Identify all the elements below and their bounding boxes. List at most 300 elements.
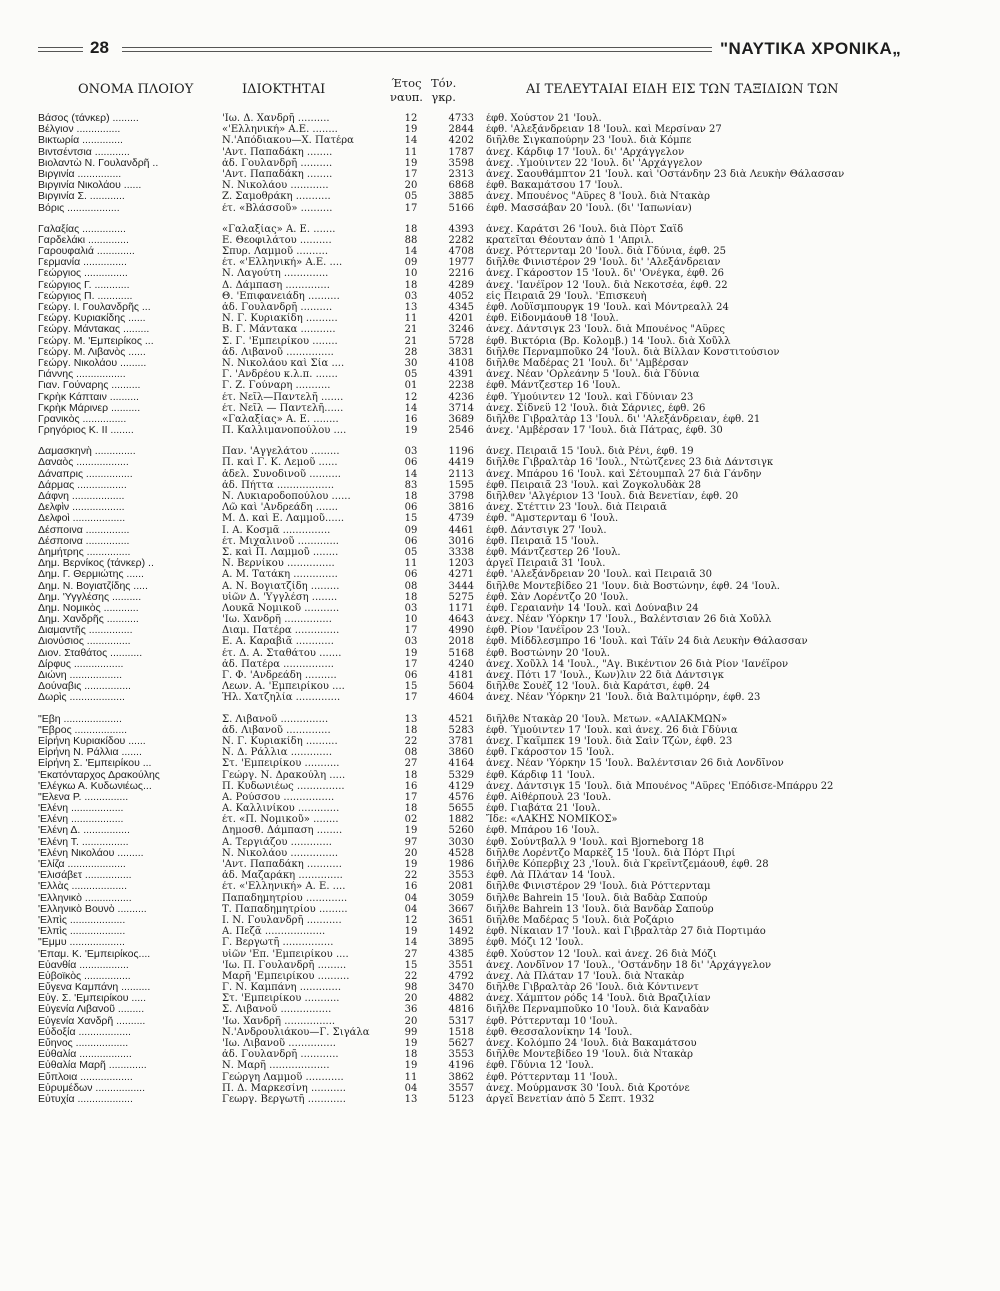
year-built: 15 [404,513,418,525]
table-row [38,191,978,202]
latest-news: έφθ. Κάρδιφ 11 'Ιουλ. [486,769,596,781]
owner: Γεώργ. Ν. Δρακούλη ..... [222,769,346,781]
owner: ἀδ. Πατέρα ................ [222,658,334,670]
year-built: 15 [404,959,418,971]
tonnage: 3551 [448,959,474,971]
owner: Ν.'Ανδρουλιάκου—Γ. Σιγάλα [222,1026,370,1038]
ship-name: Γεώργιος Π. ............ [38,290,133,302]
year-built: 16 [404,413,418,425]
ship-name: Δέσποινα ............... [38,524,130,536]
year-built: 17 [404,791,418,803]
ship-name: Γεώργ. Νικολάου ......... [38,357,147,369]
year-built: 88 [404,234,418,246]
table-row [38,147,978,158]
year-built: 20 [404,847,418,859]
ship-name: Γαρουφαλιά ............. [38,246,135,258]
year-built: 27 [404,758,418,770]
tonnage: 1595 [448,479,474,491]
year-built: 03 [404,636,418,648]
year-built: 20 [404,993,418,1005]
table-row [38,392,978,403]
table-row [38,581,978,592]
year-built: 18 [404,769,418,781]
year-built: 14 [404,135,418,147]
year-built: 18 [404,1049,418,1061]
latest-news: ἀνεχ. Σαουθάμπτον 21 'Ιουλ. καὶ 'Οστάνδην 23 διὰ Λευκὴν Θάλασσαν [486,168,845,180]
year-built: 83 [404,479,418,491]
year-built: 08 [404,747,418,759]
ship-name: Εὐγενία Λιβανοῦ ......... [38,1004,145,1016]
ship-name: Εὔγενα Καμπάνη .......... [38,982,151,994]
owner: Γ. Βεργωτῆ ................ [222,937,334,949]
tonnage: 5275 [448,591,474,603]
ship-name: 'Ελένη .................. [38,814,124,826]
ship-name: Δημ. Γ. Θερμιώτης ...... [38,569,144,581]
latest-news: διῆλθε Ντακὰρ 20 'Ιουλ. Μετων. «ΑΛΙΑΚΜΩΝ» [486,713,728,725]
ship-name: Δάρμας ................. [38,479,127,491]
table-row [38,403,978,414]
table-row [38,960,978,971]
tonnage: 1196 [448,446,474,458]
year-built: 14 [404,937,418,949]
ship-name: Δίρφυς ................. [38,658,124,670]
latest-news: έφθ. Σούντβαλλ 9 'Ιουλ. καὶ Bjorneborg 18 [486,836,704,848]
latest-news: έφθ. Γεραιανὴν 14 'Ιουλ. καὶ Δούναβιν 24 [486,602,699,614]
table-row [38,1060,978,1071]
table-row [38,1027,978,1038]
ship-name: Γεώργ. Ι. Γουλανδρῆς ... [38,302,151,313]
ship-name: Γερμανία ............... [38,257,127,269]
owner: 'Αντ. Παπαδάκη ........ [222,146,333,158]
latest-news: έφθ. 'Αλεξάνδρειαν 18 'Ιουλ. καὶ Μερσίναν 27 [486,124,722,136]
year-built: 11 [404,313,418,325]
year-built: 06 [404,457,418,469]
table-row [38,113,978,124]
latest-news: κρατεῖται Θέουταν ἀπὸ 1 'Απριλ. [486,234,654,246]
owner: Α. Μ. Τατάκη .............. [222,569,338,581]
owner: έτ. «Βλάσσοῦ» .......... [222,202,333,214]
latest-news: διῆλθε Φινιστέρον 29 'Ιουλ. δι' 'Αλεξάνδρειαν [486,257,721,269]
table-row [38,993,978,1004]
tonnage: 4196 [448,1060,474,1072]
table-row [38,547,978,558]
latest-news: έφθ. Λὰ Πλάταν 14 'Ιουλ. [486,870,616,882]
header-ship-name: ΟΝΟΜΑ ΠΛΟΙΟΥ [78,82,194,97]
tonnage: 5260 [448,825,474,837]
table-row [38,893,978,904]
owner: έτ. Δ. Α. Σταθάτου ....... [222,647,342,659]
year-built: 06 [404,535,418,547]
owner: Δημοσθ. Δάμπαση ........ [222,825,343,837]
owner: Λεων. Α. 'Εμπειρίκου .... [222,681,345,693]
year-built: 13 [404,713,418,725]
tonnage: 1787 [448,146,474,158]
ship-name: Εὐρυμέδων ................. [38,1082,145,1094]
tonnage: 3895 [448,937,474,949]
year-built: 15 [404,681,418,693]
table-row [38,1049,978,1060]
ship-name: Βιολαντὼ Ν. Γουλανδρῆ .. [38,157,159,169]
tonnage: 3667 [448,903,474,915]
tonnage: 3338 [448,546,474,558]
latest-news: ἀνεχ. Πότι 17 'Ιουλ., Κων)λιν 22 διὰ Δάντσιγκ [486,670,724,681]
year-built: 05 [404,191,418,203]
owner: ἀδ. Λιβανοῦ .............. [222,724,331,736]
table-row [38,937,978,948]
owner: Σπυρ. Λαμμοῦ .......... [222,246,328,258]
latest-news: διῆλθε Bahrein 13 'Ιουλ. διὰ Βανδὰρ Σαπούρ [486,903,714,915]
ship-name: Βέλγιον ............... [38,124,121,136]
tonnage: 5329 [448,769,474,781]
table-row [38,313,978,324]
tonnage: 1203 [448,558,474,570]
ship-name: 'Ελλὰς ................... [38,881,127,893]
year-built: 06 [404,670,418,681]
latest-news: έφθ. Ύμούιντεν 12 'Ιουλ. καὶ Γδύνιαν 23 [486,391,694,403]
owner: ἀδελ. Συνοδινοῦ .......... [222,468,341,480]
table-row [38,747,978,758]
tonnage: 4739 [448,513,474,525]
ship-name: 'Ελληνικὸ Βουνὸ .......... [38,903,147,915]
table-row [38,692,978,703]
tonnage: 5655 [448,803,474,815]
table-row [38,758,978,769]
page-number: 28 [90,38,109,57]
owner: Α. Ρούσσου ................ [222,791,335,803]
ship-name: Γιαν. Γούναρης .......... [38,380,141,392]
table-row [38,781,978,792]
ship-name: Δημ. Χανδρῆς ........... [38,614,139,626]
ship-name: Διον. Σταθάτος ........... [38,647,143,659]
ship-name: "Εβη .................... [38,713,122,725]
table-row [38,268,978,279]
tonnage: 5166 [448,202,474,214]
owner: Ν. Λαγούτη .............. [222,268,329,280]
latest-news: διῆλθε Λορέντζο Μαρκὲζ 15 'Ιουλ. διὰ Πόρτ Πιρί [486,847,736,859]
owner: ἀδ. Λιβανοῦ ............... [222,346,334,358]
tonnage: 5168 [448,647,474,659]
table-row [38,881,978,892]
owner: 'Ιω. Δ. Χανδρῆ .......... [222,113,330,124]
table-row [38,803,978,814]
latest-news: ἀνεχ. Λονδῖνον 17 'Ιουλ., 'Οστάνδην 18 δι' 'Αρχάγγελον [486,959,772,971]
tonnage: 4816 [448,1004,474,1016]
owner: ἀδ. Πήττα .................. [222,479,335,491]
ship-name: "Εβρος .................. [38,724,128,736]
table-row [38,625,978,636]
tonnage: 3816 [448,502,474,514]
latest-news: διῆλθε Γιβραλτὰρ 16 'Ιουλ., Ντὼτζενες 23 διὰ Δάντσιγκ [486,457,774,469]
tonnage: 1492 [448,926,474,938]
ship-name: 'Εκατόνταρχος Δρακούλης [38,769,160,781]
year-built: 04 [404,892,418,904]
table-row [38,659,978,670]
tonnage: 4385 [448,948,474,960]
year-built: 04 [404,903,418,915]
latest-news: ἀνεχ. Μπουένος "Αϋρες 8 'Ιουλ. διὰ Ντακὰρ [486,191,710,203]
latest-news: έφθ. Ρόττερνταμ 10 'Ιουλ. [486,1015,618,1027]
latest-news: ἀνεχ. Νέαν 'Ορλεάνην 5 'Ιουλ. διὰ Γδύνια [486,369,700,381]
table-row [38,1094,978,1105]
latest-news: έφθ. Πειραιᾶ 23 'Ιουλ. καὶ Ζογκολυδὰκ 28 [486,479,701,491]
table-row [38,792,978,803]
tonnage: 6868 [448,180,474,192]
owner: Π. Δ. Μαρκεσίνη ........... [222,1082,346,1094]
table-row [38,502,978,513]
ship-name: 'Ελένη Νικολάου ......... [38,847,144,859]
table-row [38,1038,978,1049]
owner: Α. Πεζᾶ ................... [222,926,326,938]
tonnage: 5728 [448,335,474,347]
header-rule-middle [122,47,712,52]
ship-name: Εὐδοξία .................. [38,1026,131,1038]
ship-name: Δημ. Νομικὸς ............ [38,602,139,614]
latest-news: ἀνεχ. Νέαν 'Υόρκην 15 'Ιουλ. Βαλέντσιαν 26 διὰ Λονδῖνον [486,758,784,770]
magazine-title: "ΝΑΥΤΙΚΑ ΧΡΟΝΙΚΑ„ [720,39,902,58]
table-row [38,302,978,313]
ship-name: Εὐθαλία .................. [38,1049,132,1061]
ship-name: Εἰρήνη Σ. 'Εμπειρίκου ... [38,758,152,770]
owner: Τ. Παπαδημητρίου ......... [222,903,348,915]
year-built: 19 [404,425,418,437]
owner: υἱῶν Δ. 'Υγγλέση ........ [222,591,338,603]
table-row [38,235,978,246]
year-built: 97 [404,836,418,848]
year-built: 17 [404,658,418,670]
year-built: 10 [404,268,418,280]
table-row [38,347,978,358]
year-built: 19 [404,825,418,837]
owner: Ν. Λυκιαροδοπούλου ...... [222,491,351,502]
ship-name: Γρανικὸς ............... [38,413,127,425]
year-built: 22 [404,970,418,982]
ship-name: Βιργινία ............... [38,168,122,180]
owner: Σ. Γ. 'Εμπειρίκου ........ [222,335,338,347]
owner: Ι. Α. Κοσμᾶ ............... [222,524,331,536]
table-row [38,736,978,747]
tonnage: 4461 [448,524,474,536]
owner: Γ. Φ. 'Ανδρεάδη .......... [222,670,337,681]
ship-name: Γεώργιος Γ. ............ [38,279,130,291]
tonnage: 4240 [448,658,474,670]
year-built: 36 [404,1004,418,1016]
latest-news: Ἴδε: «ΛΑΚΗΣ ΝΟΜΙΚΟΣ» [486,814,618,826]
year-built: 16 [404,881,418,893]
year-built: 20 [404,180,418,192]
tonnage: 3030 [448,836,474,848]
owner: Γ. Ν. Καμπάνη ............. [222,982,342,994]
ship-name: Εἰρήνη Ν. Ράλλια ....... [38,747,142,759]
owner: έτ. Νεῖλ—Παντελῆ ....... [222,391,344,403]
tonnage: 5283 [448,724,474,736]
ship-name: Βιργινία Σ. ............ [38,191,125,203]
latest-news: ἀνεχ. 'Ιανέϊρον 12 'Ιουλ. διὰ Νεκοτσέα, έφθ. 22 [486,279,728,291]
latest-news: διῆλθε Γιβραλτὰρ 26 'Ιουλ. διὰ Κόντινεντ [486,982,699,994]
ship-name: Εὔπλοια .................. [38,1071,133,1083]
latest-news: έφθ. Εἰδονμάουθ 18 'Ιουλ. [486,313,619,325]
tonnage: 3798 [448,491,474,502]
year-built: 16 [404,780,418,792]
tonnage: 2844 [448,124,474,136]
year-built: 27 [404,948,418,960]
owner: υἱῶν 'Επ. 'Εμπειρίκου .... [222,948,349,960]
table-row [38,603,978,614]
tonnage: 3862 [448,1071,474,1083]
latest-news: ἀνεχ. Στέττιν 23 'Ιουλ. διὰ Πειραιᾶ [486,502,667,514]
table-row [38,425,978,436]
latest-news: έφθ. Μόζι 12 'Ιουλ. [486,937,584,949]
table-row [38,224,978,235]
tonnage: 3885 [448,191,474,203]
owner: ἀδ. Γουλανδρῆ .......... [222,302,333,313]
table-row [38,982,978,993]
ship-name: Γρηγόριος Κ. ΙΙ ........ [38,425,134,437]
owner: ἀδ. Γουλανδρῆ .......... [222,157,333,169]
header-tonnage [431,76,456,104]
year-built: 19 [404,1060,418,1072]
year-built: 19 [404,859,418,870]
tonnage: 3059 [448,892,474,904]
table-row [38,725,978,736]
latest-news: ἀνεχ. Σίδνεϋ 12 'Ιουλ. διὰ Σάρνιες, έφθ. 26 [486,402,706,414]
owner: Ν. Νικολάου ............ [222,180,329,192]
year-built: 09 [404,257,418,269]
ship-name: Εὐγ. Σ. 'Εμπειρίκου ..... [38,993,146,1005]
tonnage: 4576 [448,791,474,803]
owner: έτ. «'Ελληνική» Α. Ε. .... [222,881,346,893]
table-row [38,1004,978,1015]
latest-news: έφθ. Δάντσιγκ 27 'Ιουλ. [486,524,607,536]
latest-news: ἀνεχ. Χάμπτον ρόδς 14 'Ιουλ. διὰ Βραζιλίαν [486,993,711,1005]
tonnage: 3860 [448,747,474,759]
owner: Π. καὶ Γ. Κ. Λεμοῦ ...... [222,457,338,469]
latest-news: διῆλθε Μοντεβίδεο 21 'Ιουν. διὰ Βοστώνην, έφθ. 24 'Ιουλ. [486,580,780,592]
year-built: 17 [404,625,418,637]
table-row [38,648,978,659]
tonnage: 1986 [448,859,474,870]
latest-news: έφθ. Βοστώνην 20 'Ιουλ. [486,647,610,659]
ship-name: Βάσος (τάνκερ) ......... [38,113,139,124]
year-built: 18 [404,279,418,291]
owner: 'Αντ. Παπαδάκη ........... [222,859,342,870]
table-row [38,558,978,569]
header-owners: ΙΔΙΟΚΤΗΤΑΙ [242,82,326,97]
year-built: 98 [404,982,418,994]
table-row [38,714,978,725]
latest-news: διῆλθε Γιβραλτὰρ 13 'Ιουλ. δι' 'Αλεξάνδρειαν, έφθ. 21 [486,413,761,425]
table-row [38,971,978,982]
year-built: 22 [404,735,418,747]
table-row [38,770,978,781]
owner: Διαμ. Πατέρα .............. [222,625,340,637]
ship-name: 'Ελπὶς ................... [38,926,126,938]
ship-name: Γαλαξίας ............... [38,223,126,235]
latest-news: έφθ. Χούστον 12 'Ιουλ. καὶ ἀνεχ. 26 διὰ Μόζι [486,948,717,960]
ship-name: Γεώργιος ............... [38,268,128,280]
year-built: 18 [404,491,418,502]
table-row [38,280,978,291]
table-row [38,837,978,848]
header-year-built [390,76,423,104]
tonnage: 2282 [448,234,474,246]
tonnage: 1882 [448,814,474,826]
latest-news: ἀνεχ. Πειραιᾶ 15 'Ιουλ. διὰ Ρένι, έφθ. 19 [486,446,694,458]
tonnage: 4528 [448,847,474,859]
ship-name: Εἰρήνη Κυριακίδου ...... [38,735,146,747]
latest-news: έφθ. Ύμούιντεν 17 'Ιουλ. καὶ ἀνεχ. 26 διὰ Γδύνια [486,724,738,736]
latest-news: διῆλθε Σιγκαπούρην 23 'Ιουλ. διὰ Κόμπε [486,135,692,147]
ship-group [38,224,978,437]
owner: «'Ελληνική» Α.Ε. ........ [222,124,338,136]
table-row [38,158,978,169]
ship-name: 'Ελληνικὸ ................ [38,892,132,904]
table-row [38,525,978,536]
latest-news: έφθ. Γδύνια 12 'Ιουλ. [486,1060,594,1072]
tonnage: 4521 [448,713,474,725]
owner: Σ. Λιβανοῦ ............... [222,713,329,725]
ship-name: 'Ελένη .................. [38,803,124,815]
table-row [38,291,978,302]
ship-name: Δάναπρις ................ [38,468,133,480]
year-built: 18 [404,803,418,815]
owner: Λουκᾶ Νομικοῦ ........... [222,602,340,614]
owner: έτ. Μιχαλινοῦ ............. [222,535,339,547]
year-built: 14 [404,246,418,258]
latest-news: έφθ. Μίδδλεσμπρο 16 'Ιουλ. καὶ Τάϊν 24 διὰ Λευκὴν Θάλασσαν [486,636,808,648]
tonnage: 3444 [448,580,474,592]
ship-name: Γεώργ. Μ. 'Εμπειρίκος ... [38,335,154,347]
year-built: 08 [404,580,418,592]
ship-name: Βιργινία Νικολάου ...... [38,180,142,192]
owner: Ἠλ. Χατζηλία .............. [222,692,341,704]
latest-news: διῆλθε Περναμποῦκο 10 'Ιουλ. διὰ Καναδὰν [486,1004,710,1016]
ship-group [38,446,978,703]
year-built: 11 [404,146,418,158]
latest-news: διῆλθε Φινιστέρον 29 'Ιουλ. διὰ Ρόττερνταμ [486,881,711,893]
year-built: 12 [404,391,418,403]
ship-name: Βιντσέντσια ............ [38,146,130,158]
tonnage: 3598 [448,157,474,169]
year-built: 14 [404,402,418,414]
ship-name: Δελφοὶ .................. [38,513,126,525]
year-built: 05 [404,369,418,381]
latest-news: έφθ. Βακαμάτσου 17 'Ιουλ. [486,180,623,192]
tonnage: 4345 [448,302,474,313]
year-built: 18 [404,724,418,736]
tonnage: 1518 [448,1026,474,1038]
tonnage: 2018 [448,636,474,648]
year-built: 99 [404,1026,418,1038]
tonnage: 4990 [448,625,474,637]
owner: Ε. Α. Καραβιᾶ ............ [222,636,334,648]
latest-news: ἀνεχ. Νέαν 'Υόρκην 17 'Ιουλ., Βαλέντσιαν 26 διὰ Χοῦλλ [486,614,772,626]
year-built: 11 [404,558,418,570]
tonnage: 4391 [448,369,474,381]
tonnage: 1171 [448,602,474,614]
year-built: 06 [404,569,418,581]
ship-name: Δωρὶς ................... [38,692,125,704]
ship-name: "Εμμυ ................... [38,937,125,949]
ship-name: 'Επαμ. Κ. 'Εμπειρίκος.... [38,948,151,960]
table-row [38,536,978,547]
latest-news: ἀνεχ. Λὰ Πλάταν 17 'Ιουλ. διὰ Ντακὰρ [486,970,685,982]
year-built: 19 [404,157,418,169]
tonnage: 4643 [448,614,474,626]
latest-news: ἀνεχ. Χοῦλλ 14 'Ιουλ., "Αγ. Βικέντιον 26 διὰ Ρίον 'Ιανέϊρον [486,658,789,670]
tonnage: 3651 [448,914,474,926]
year-built: 10 [404,614,418,626]
table-row [38,513,978,524]
